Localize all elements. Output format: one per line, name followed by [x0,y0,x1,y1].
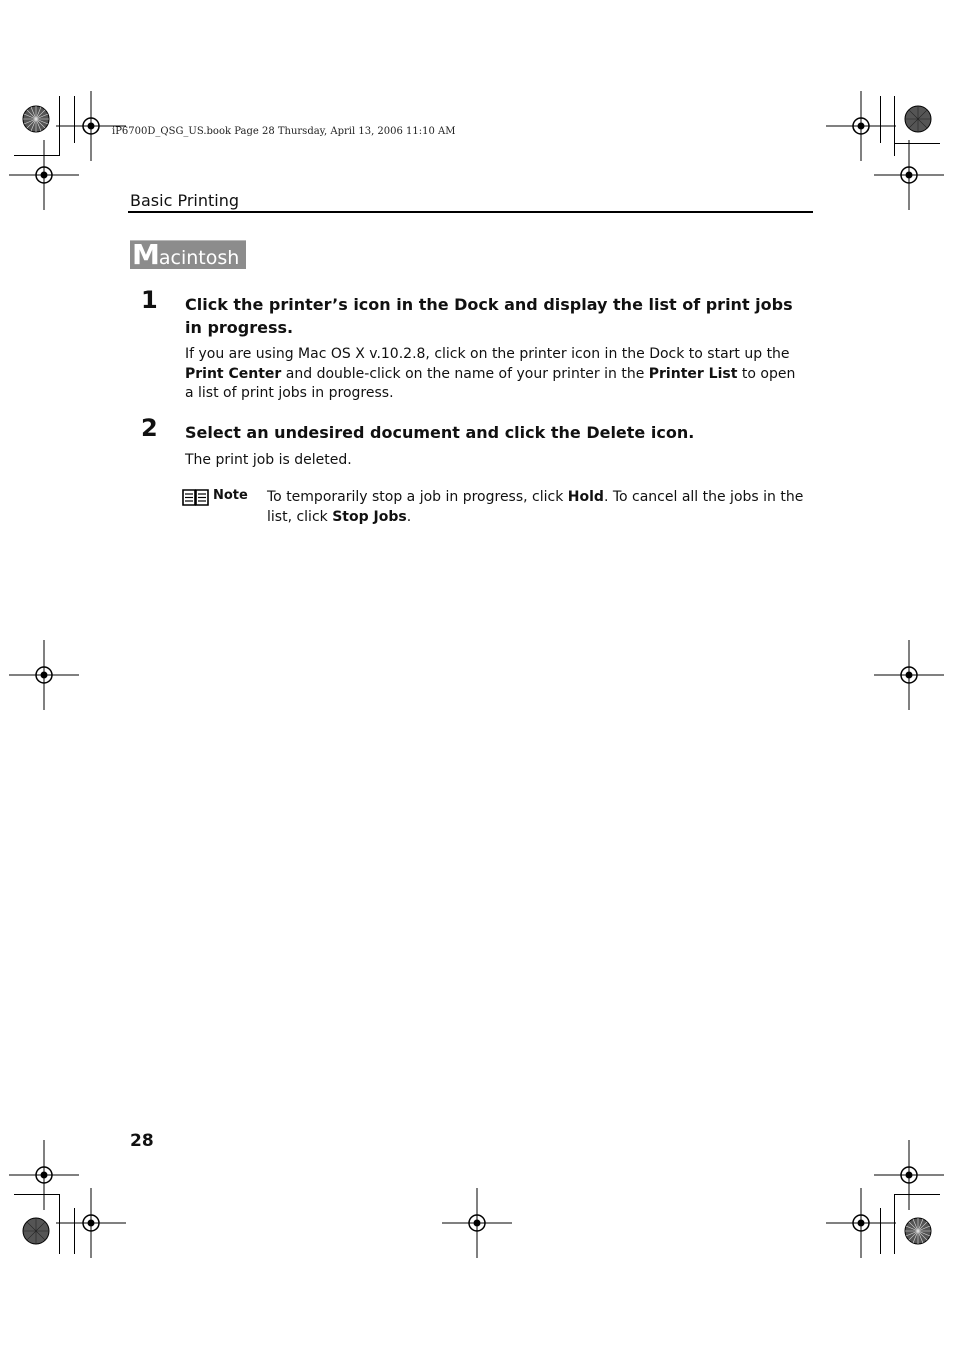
badge-rest: acintosh [158,247,240,269]
print-job-info: iP6700D_QSG_US.book Page 28 Thursday, April 13, 2006 11:10 AM [112,126,456,137]
ui-term: Hold [567,489,604,505]
registration-mark-icon [9,140,79,210]
step-number: 2 [141,414,158,442]
registration-mark-icon [826,1188,896,1258]
registration-mark-icon [874,140,944,210]
star-target-icon [904,1217,932,1245]
ui-term: Stop Jobs [332,509,407,525]
macintosh-badge [130,240,246,269]
step-number: 1 [141,286,158,314]
registration-mark-icon [874,640,944,710]
badge-initial: M [132,240,159,269]
step-body: If you are using Mac OS X v.10.2.8, click on the printer icon in the Dock to start up the Print Center and double-click on the name of your printer in the Printer List to open a list of print jobs in progress. [185,346,796,401]
star-target-icon [904,105,932,133]
ui-term: Printer List [648,365,738,382]
note-book-icon [181,487,211,507]
header-rule [128,211,813,213]
note-text: To temporarily stop a job in progress, click Hold. To cancel all the jobs in the list, click Stop Jobs. [267,489,804,525]
step-body: The print job is deleted. [185,452,352,468]
ui-term: Print Center [185,365,282,382]
star-target-icon [22,1217,50,1245]
registration-mark-icon [442,1188,512,1258]
page-number: 28 [130,1131,154,1151]
section-title: Basic Printing [130,191,239,210]
star-target-icon [22,105,50,133]
registration-mark-icon [9,640,79,710]
registration-mark-icon [56,1188,126,1258]
ui-term: Delete [586,423,646,442]
note-label: Note [213,488,248,503]
step-title: Select an undesired document and click the Delete icon. [185,423,695,442]
step-title: Click the printer’s icon in the Dock and display the list of print jobs in progress. [185,295,793,337]
